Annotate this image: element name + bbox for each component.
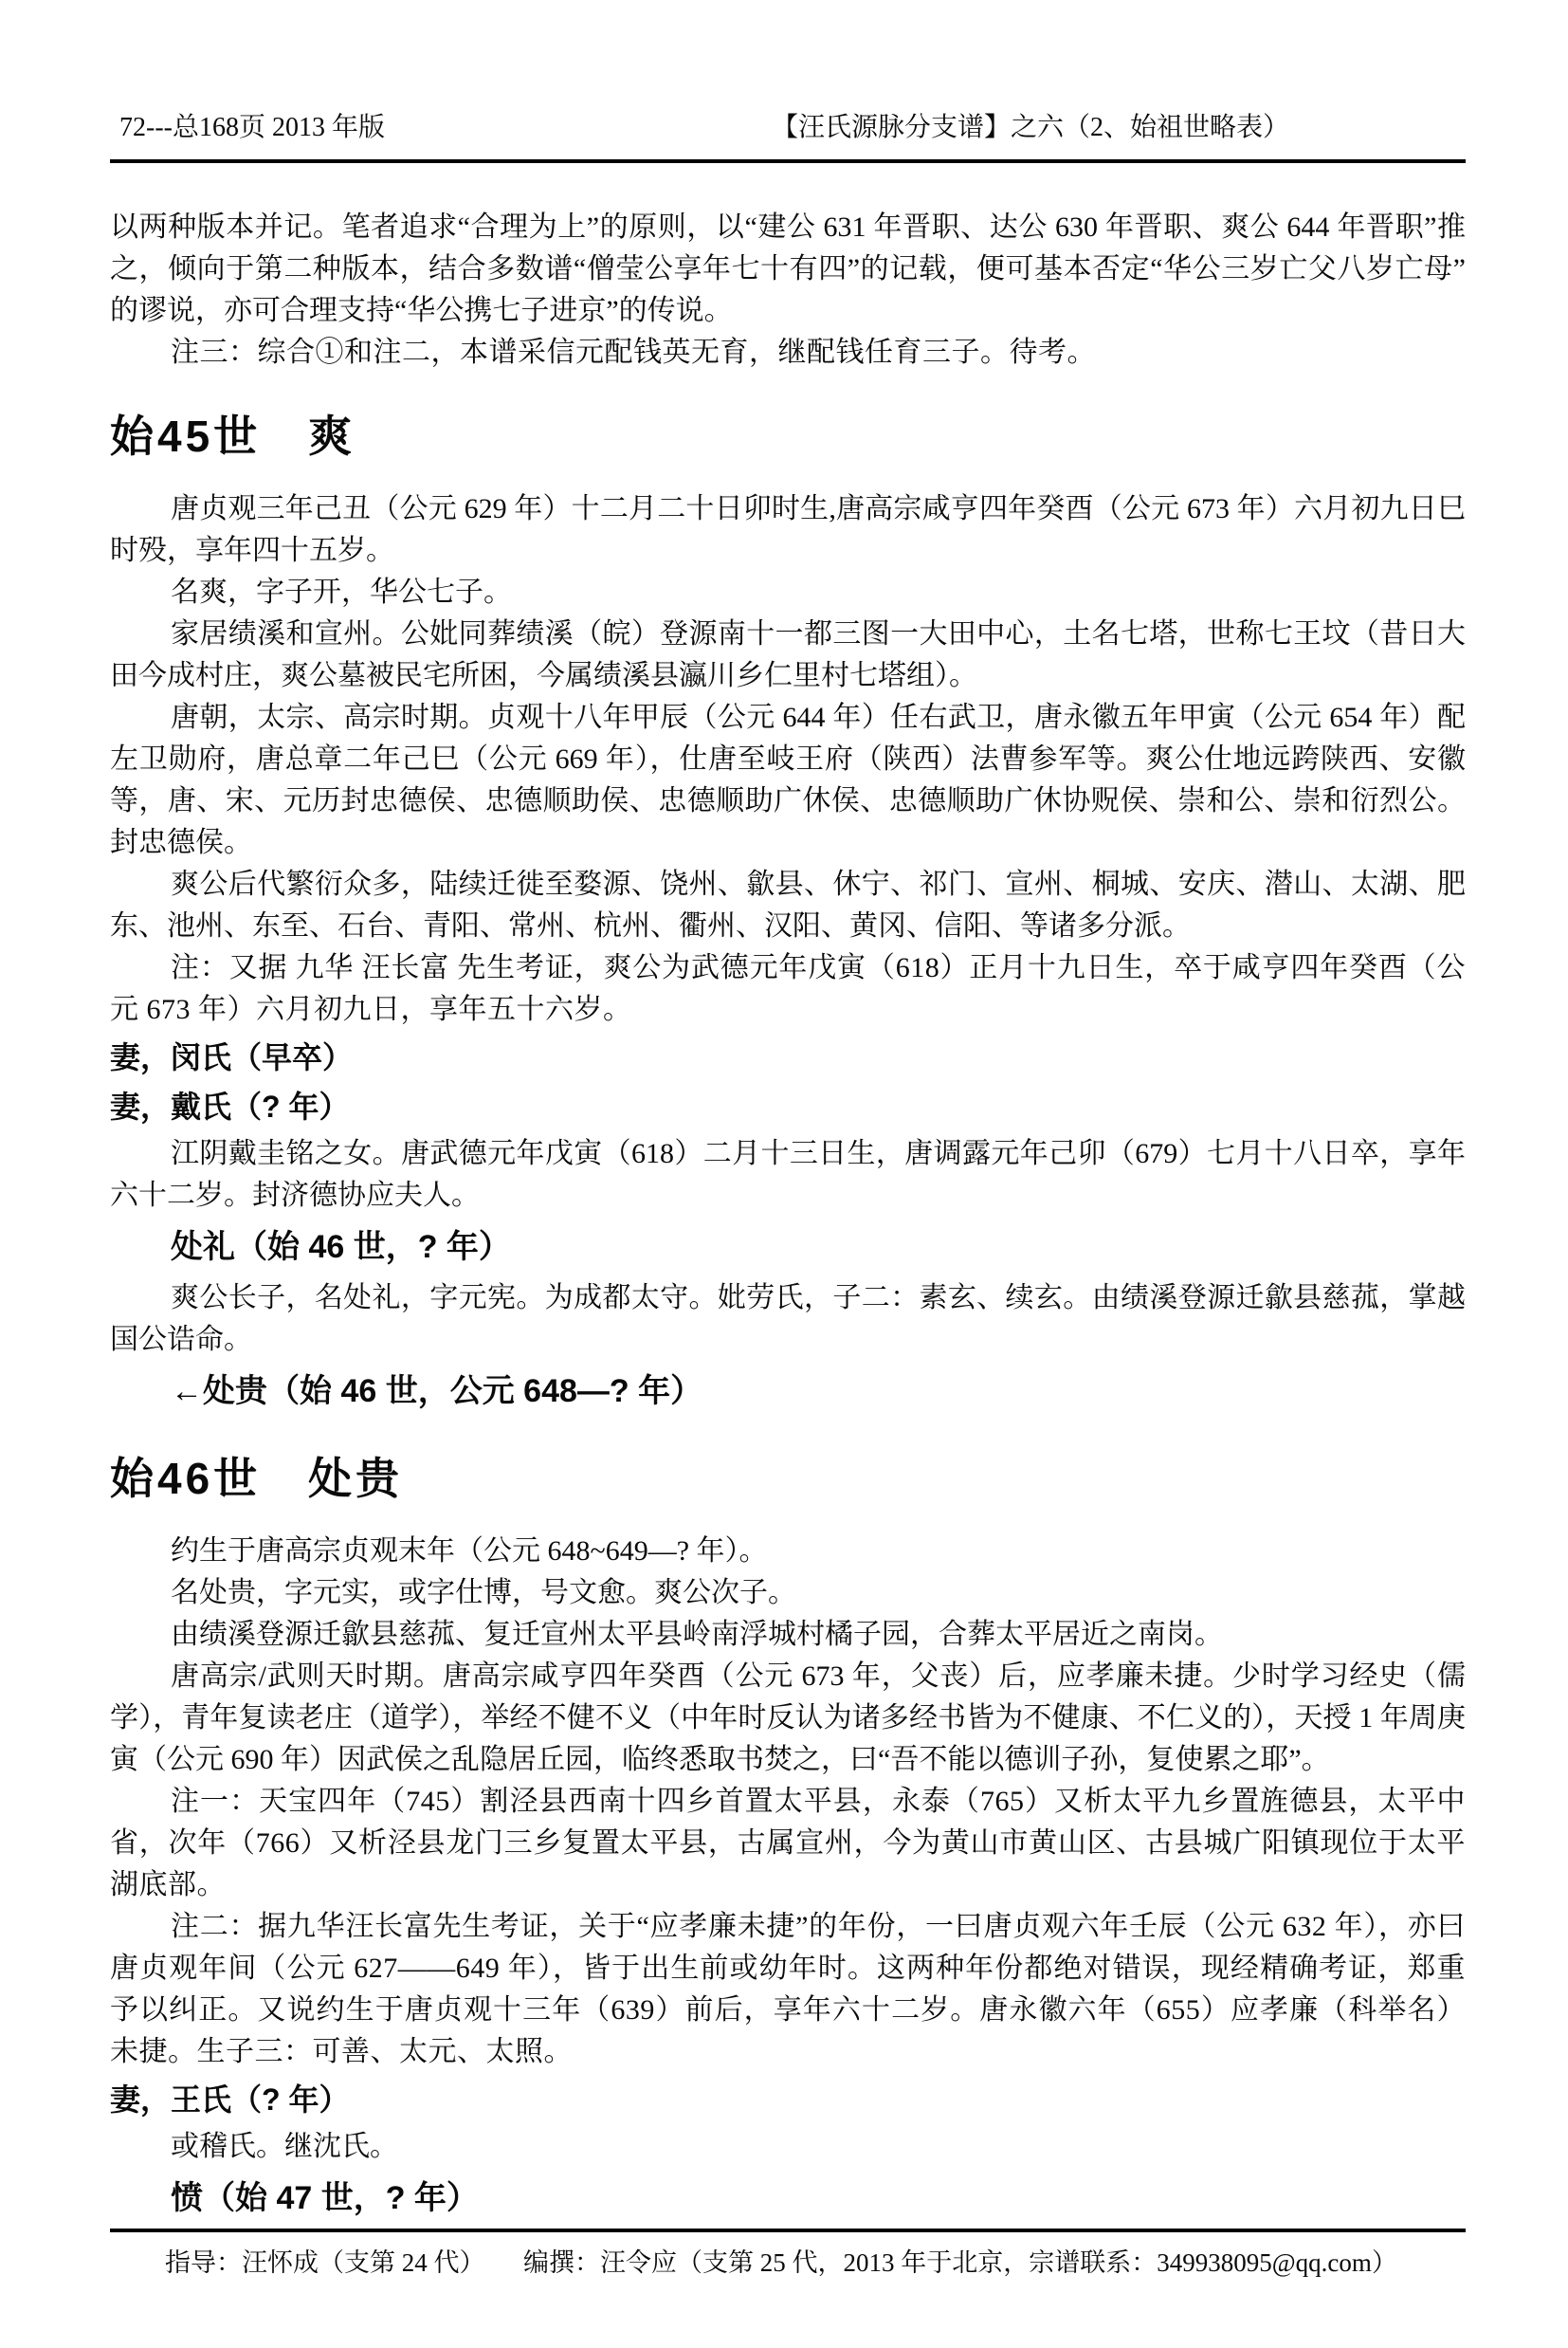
body-paragraph: 名处贵，字元实，或字仕博，号文愈。爽公次子。 bbox=[171, 1576, 796, 1608]
note-paragraph: 注：又据 九华 汪长富 先生考证，爽公为武德元年戊寅（618）正月十九日生，卒于咸亨四年癸酉（公元 673 年）六月初九日，享年五十六岁。 bbox=[110, 951, 1466, 1025]
note-paragraph: 注三：综合①和注二，本谱采信元配钱英无育，继配钱任育三子。待考。 bbox=[171, 337, 1096, 368]
body-paragraph: 唐贞观三年己丑（公元 629 年）十二月二十日卯时生,唐高宗咸亨四年癸酉（公元 673 年）六月初九日巳时殁，享年四十五岁。 bbox=[110, 492, 1466, 566]
body-paragraph: 由绩溪登源迁歙县慈菰、复迁宣州太平县岭南浮城村橘子园，合葬太平居近之南岗。 bbox=[171, 1618, 1223, 1650]
page-body bbox=[110, 207, 1466, 2229]
spouse-heading: 妻，戴氏（? 年） bbox=[110, 1089, 350, 1124]
page-number-edition: 72---总168页 2013 年版 bbox=[119, 113, 385, 142]
descendant-heading: 愤（始 47 世，? 年） bbox=[171, 2179, 479, 2216]
descendant-heading: 处礼（始 46 世，? 年） bbox=[171, 1228, 511, 1265]
body-paragraph: 爽公长子，名处礼，字元宪。为成都太守。妣劳氏，子二：素玄、续玄。由绩溪登源迁歙县慈菰，掌越国公诰命。 bbox=[110, 1281, 1466, 1355]
spouse-heading: 妻，王氏（? 年） bbox=[110, 2082, 350, 2117]
page-footer bbox=[110, 2229, 1466, 2280]
body-paragraph: 家居绩溪和宣州。公妣同葬绩溪（皖）登源南十一都三图一大田中心，土名七塔，世称七王坟（昔日大田今成村庄，爽公墓被民宅所困，今属绩溪县瀛川乡仁里村七塔组）。 bbox=[110, 617, 1466, 691]
note-paragraph: 注二：据九华汪长富先生考证，关于“应孝廉未捷”的年份，一曰唐贞观六年壬辰（公元 632 年），亦曰唐贞观年间（公元 627——649 年），皆于出生前或幼年时。这两种年份都绝对错误，现经精确考证，郑重予以纠正。又说约生于唐贞观十三年（639）前后，享年六十二岁。唐永徽六年（655）应孝廉（科举名）未捷。生子三：可善、太元、太照。 bbox=[110, 1910, 1466, 2067]
page-header bbox=[110, 112, 1466, 163]
note-paragraph: 注一：天宝四年（745）割泾县西南十四乡首置太平县，永泰（765）又析太平九乡置旌德县，太平中省，次年（766）又析泾县龙门三乡复置太平县，古属宣州，今为黄山市黄山区、古县城广阳镇现位于太平湖底部。 bbox=[110, 1785, 1466, 1900]
footer-credits: 指导：汪怀成（支第 24 代） 编撰：汪令应（支第 25 代，2013 年于北京，宗谱联系：349938095@qq.com） bbox=[165, 2247, 1397, 2277]
descendant-heading: ←处贵（始 46 世，公元 648—? 年） bbox=[171, 1372, 703, 1409]
body-paragraph: 江阴戴圭铭之女。唐武德元年戊寅（618）二月十三日生，唐调露元年己卯（679）七月十八日卒，享年六十二岁。封济德协应夫人。 bbox=[110, 1137, 1466, 1211]
section-heading-gen45: 始45世 爽 bbox=[110, 412, 356, 461]
body-paragraph: 爽公后代繁衍众多，陆续迁徙至婺源、饶州、歙县、休宁、祁门、宣州、桐城、安庆、潜山、太湖、肥东、池州、东至、石台、青阳、常州、杭州、衢州、汉阳、黄冈、信阳、等诸多分派。 bbox=[110, 868, 1466, 942]
body-paragraph: 唐高宗/武则天时期。唐高宗咸亨四年癸酉（公元 673 年，父丧）后，应孝廉未捷。少时学习经史（儒学），青年复读老庄（道学），举经不健不义（中年时反认为诸多经书皆为不健康、不仁义的），天授 1 年周庚寅（公元 690 年）因武侯之乱隐居丘园，临终悉取书焚之，曰“吾不能以德训子孙，复使累之耶”。 bbox=[110, 1660, 1466, 1775]
spouse-heading: 妻，闵氏（早卒） bbox=[110, 1039, 354, 1074]
body-paragraph: 约生于唐高宗贞观末年（公元 648~649—? 年）。 bbox=[171, 1534, 768, 1567]
body-paragraph: 以两种版本并记。笔者追求“合理为上”的原则，以“建公 631 年晋职、达公 630 年晋职、爽公 644 年晋职”推之，倾向于第二种版本，结合多数谱“僧莹公享年七十有四”的记载，便可基本否定“华公三岁亡父八岁亡母”的谬说，亦可合理支持“华公携七子进京”的传说。 bbox=[110, 211, 1466, 326]
body-paragraph: 或稽氏。继沈氏。 bbox=[171, 2130, 398, 2162]
section-heading-gen46: 始46世 处贵 bbox=[110, 1453, 404, 1503]
body-paragraph: 名爽，字子开，华公七子。 bbox=[171, 576, 512, 608]
book-title: 【汪氏源脉分支谱】之六（2、始祖世略表） bbox=[771, 113, 1289, 142]
body-paragraph: 唐朝，太宗、高宗时期。贞观十八年甲辰（公元 644 年）任右武卫，唐永徽五年甲寅（公元 654 年）配左卫勋府，唐总章二年己巳（公元 669 年），仕唐至岐王府（陕西）法曹参军等。爽公仕地远跨陕西、安徽等，唐、宋、元历封忠德侯、忠德顺助侯、忠德顺助广休侯、忠德顺助广休协贶侯、崇和公、崇和衍烈公。封忠德侯。 bbox=[110, 701, 1466, 858]
